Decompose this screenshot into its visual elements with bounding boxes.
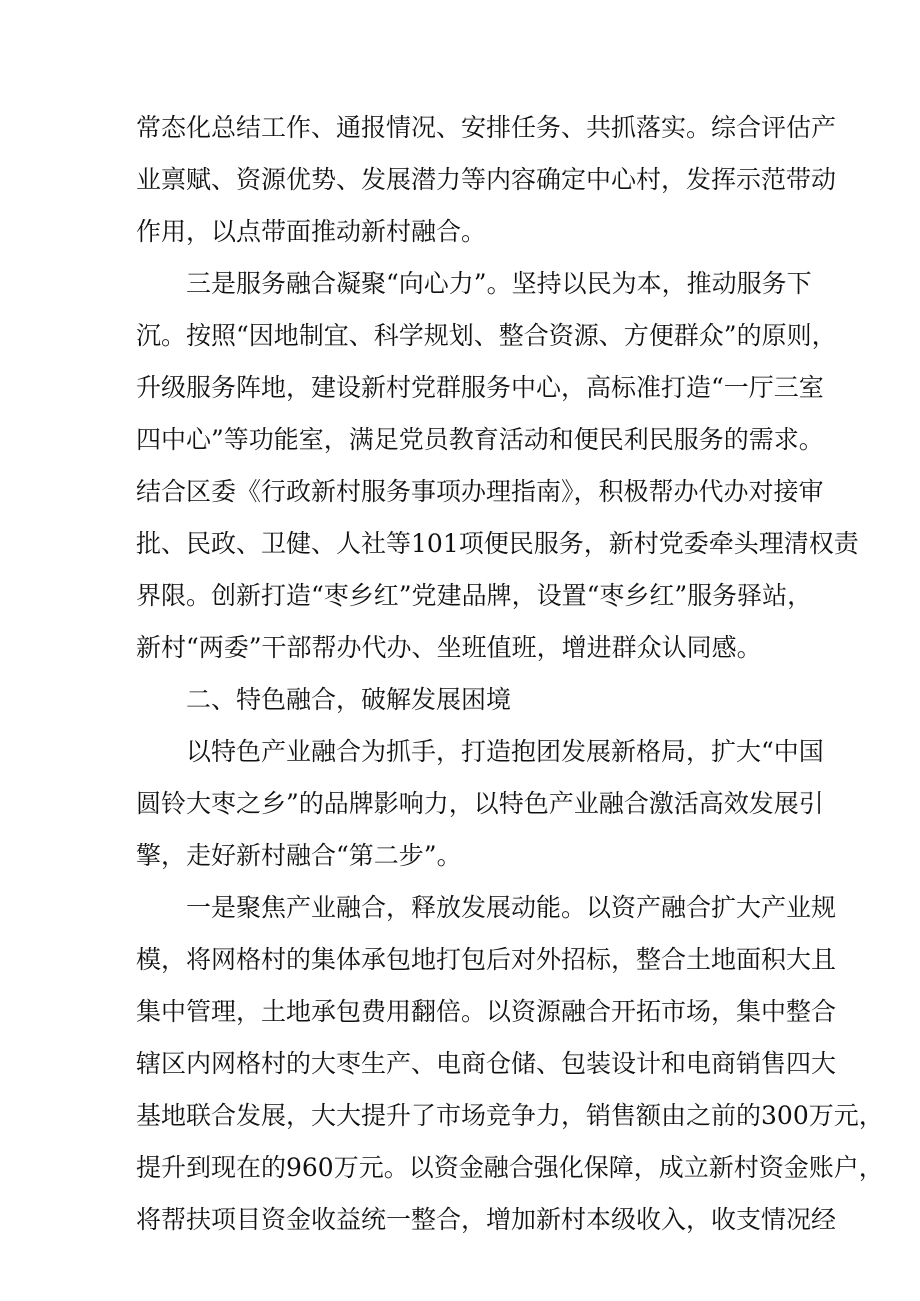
section-heading: 二、特色融合，破解发展困境 <box>186 685 512 714</box>
text-line: 辖区内网格村的大枣生产、电商仓储、包装设计和电商销售四大 <box>136 1049 837 1078</box>
text-line: 新村“两委”干部帮办代办、坐班值班，增进群众认同感。 <box>136 633 762 662</box>
text-line: 常态化总结工作、通报情况、安排任务、共抓落实。综合评估产 <box>136 113 837 142</box>
text-line: 集中管理，土地承包费用翻倍。以资源融合开拓市场，集中整合 <box>136 997 837 1026</box>
text-line: 作用，以点带面推动新村融合。 <box>136 217 487 246</box>
text-line: 提升到现在的960万元。以资金融合强化保障，成立新村资金账户， <box>136 1153 884 1182</box>
text-line: 擎，走好新村融合“第二步”。 <box>136 841 462 870</box>
text-line: 一是聚焦产业融合，释放发展动能。以资产融合扩大产业规 <box>186 893 837 922</box>
text-line: 结合区委《行政新村服务事项办理指南》，积极帮办代办对接审 <box>136 477 824 506</box>
text-line: 圆铃大枣之乡”的品牌影响力，以特色产业融合激活高效发展引 <box>136 789 824 818</box>
text-line: 三是服务融合凝聚“向心力”。坚持以民为本，推动服务下 <box>186 269 812 298</box>
text-line: 四中心”等功能室，满足党员教育活动和便民利民服务的需求。 <box>136 425 824 454</box>
text-line: 基地联合发展，大大提升了市场竞争力，销售额由之前的300万元， <box>136 1101 884 1130</box>
text-line: 界限。创新打造“枣乡红”党建品牌，设置“枣乡红”服务驿站， <box>136 581 813 610</box>
text-line: 将帮扶项目资金收益统一整合，增加新村本级收入，收支情况经 <box>136 1205 837 1234</box>
text-line: 业禀赋、资源优势、发展潜力等内容确定中心村，发挥示范带动 <box>136 165 837 194</box>
text-line: 升级服务阵地，建设新村党群服务中心，高标准打造“一厅三室 <box>136 373 824 402</box>
text-line: 模，将网格村的集体承包地打包后对外招标，整合土地面积大且 <box>136 945 837 974</box>
text-line: 批、民政、卫健、人社等101项便民服务，新村党委牵头理清权责 <box>136 529 859 558</box>
text-line: 以特色产业融合为抓手，打造抱团发展新格局，扩大“中国 <box>186 737 824 766</box>
text-line: 沉。按照“因地制宜、科学规划、整合资源、方便群众”的原则， <box>136 321 837 350</box>
